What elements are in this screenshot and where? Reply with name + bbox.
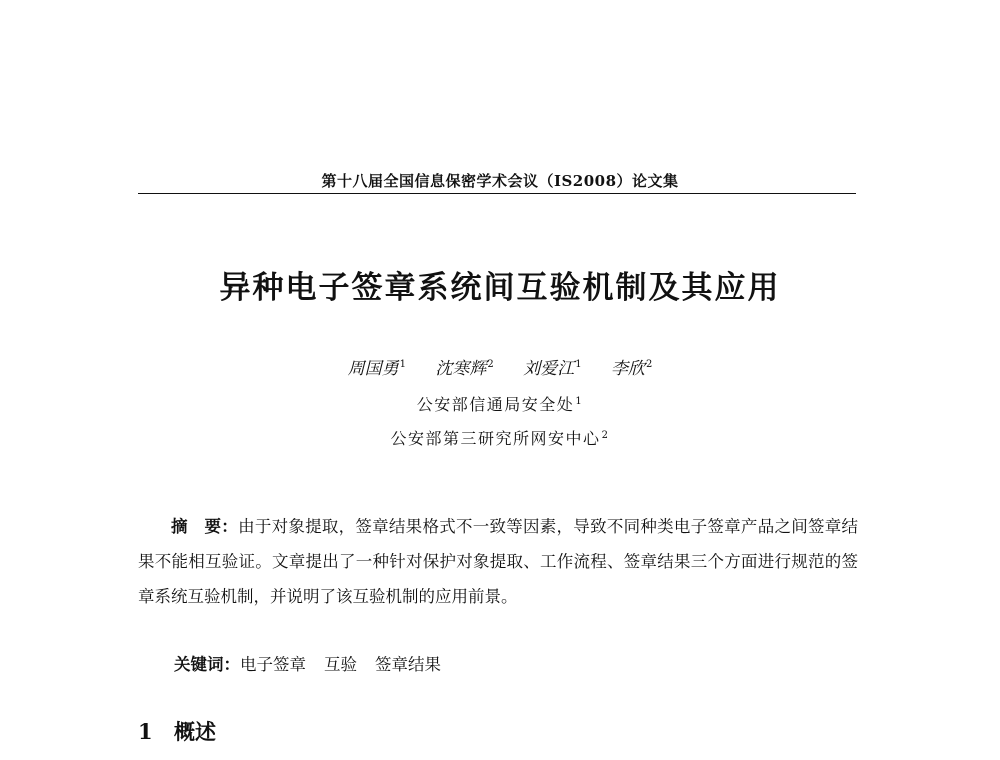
abstract xyxy=(138,509,858,614)
keyword: 电子签章 xyxy=(240,655,306,674)
author-list xyxy=(0,354,1000,379)
author xyxy=(435,359,493,379)
author-name: 周国勇 xyxy=(347,359,399,379)
keywords-label: 关键词： xyxy=(174,655,240,674)
section-number: 1 xyxy=(138,719,153,744)
author xyxy=(611,359,652,379)
keywords xyxy=(174,651,459,675)
affiliation xyxy=(0,392,1000,415)
affiliation-mark: 1 xyxy=(575,395,584,407)
abstract-text: 由于对象提取，签章结果格式不一致等因素，导致不同种类电子签章产品之间签章结果不能相互验证。文章提出了一种针对保护对象提取、工作流程、签章结果三个方面进行规范的签章系统互验机制，并说明了该互验机制的应用前景。 xyxy=(138,517,859,606)
affiliation xyxy=(0,426,1000,449)
author-name: 李欣 xyxy=(610,359,645,379)
author xyxy=(348,359,406,379)
paper-title: 异种电子签章系统间互验机制及其应用 xyxy=(219,270,781,306)
affiliation-text: 公安部第三研究所网安中心 xyxy=(390,429,601,448)
affiliation-mark: 2 xyxy=(601,429,610,441)
author-name: 沈寒辉 xyxy=(435,359,487,379)
affiliation-text: 公安部信通局安全处 xyxy=(416,395,575,414)
running-header: 第十八届全国信息保密学术会议（IS2008）论文集 xyxy=(321,172,679,190)
author-name: 刘爱江 xyxy=(523,359,575,379)
abstract-label: 摘 要： xyxy=(171,517,239,536)
section-title: 概述 xyxy=(174,719,216,744)
author xyxy=(523,359,581,379)
header-rule xyxy=(138,193,856,194)
author-affil-mark: 2 xyxy=(645,359,653,371)
section-heading xyxy=(138,716,216,746)
author-affil-mark: 2 xyxy=(487,359,494,371)
keyword: 互验 xyxy=(324,655,357,674)
author-affil-mark: 1 xyxy=(399,359,407,371)
keyword: 签章结果 xyxy=(375,655,441,674)
author-affil-mark: 1 xyxy=(575,359,582,371)
